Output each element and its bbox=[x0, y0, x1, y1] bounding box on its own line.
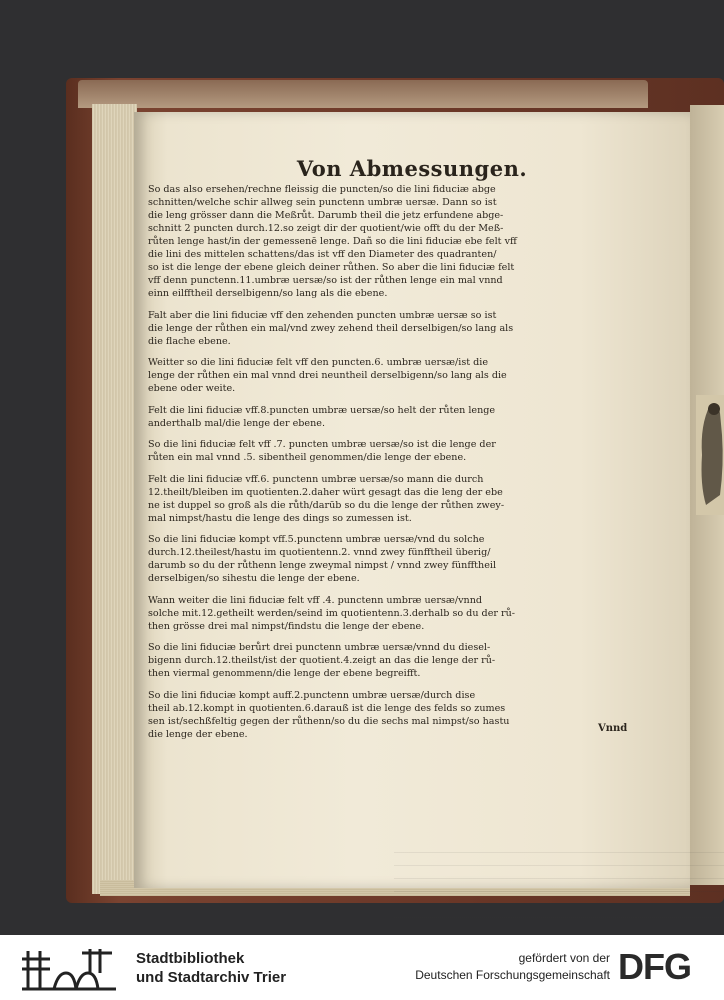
text-line: lenge der růthen ein mal vnnd drei neuntheil derselbigenn/so lang als die bbox=[148, 370, 507, 381]
text-line: schnitten/welche schir allweg sein punctenn umbræ uersæ. Dann so ist bbox=[148, 197, 497, 208]
paragraph bbox=[148, 309, 634, 348]
text-line: solche mit.12.getheilt werden/seind im quotientenn.3.derhalb so du der rů- bbox=[148, 607, 516, 619]
text-line: mal nimpst/hastu die lenge des dings so zumessen ist. bbox=[148, 512, 412, 524]
text-line: So die lini fiduciæ felt vff .7. puncten umbræ uersæ/so ist die lenge der bbox=[148, 439, 496, 450]
library-name-line2: und Stadtarchiv Trier bbox=[136, 969, 287, 986]
text-line: Falt aber die lini fiduciæ vff den zehenden puncten umbræ uersæ so ist bbox=[148, 309, 497, 321]
text-line: bigenn durch.12.theilst/ist der quotient.4.zeigt an das die lenge der rů- bbox=[148, 655, 496, 666]
funding-note bbox=[330, 950, 610, 984]
paragraph bbox=[148, 473, 634, 525]
text-line: Felt die lini fiduciæ vff.8.puncten umbræ uersæ/so helt der růten lenge bbox=[148, 404, 496, 416]
paragraph bbox=[148, 183, 634, 300]
text-line: So die lini fiduciæ kompt vff.5.punctenn umbræ uersæ/vnd du solche bbox=[148, 534, 485, 545]
text-line: durch.12.theilest/hastu im quotientenn.2. vnnd zwey fünfftheil überig/ bbox=[148, 547, 491, 558]
text-line: Weitter so die lini fiduciæ felt vff den puncten.6. umbræ uersæ/ist die bbox=[148, 357, 489, 368]
paragraph bbox=[148, 689, 634, 741]
library-name bbox=[136, 949, 286, 987]
paragraph bbox=[148, 641, 634, 680]
text-line: die leng grösser dann die Meßrůt. Darumb theil die jetz erfundene abge- bbox=[148, 210, 504, 221]
text-line: So die lini fiduciæ kompt auff.2.punctenn umbræ uersæ/durch dise bbox=[148, 689, 476, 701]
text-line: růten ein mal vnnd .5. sibentheil genommen/die lenge der ebene. bbox=[148, 452, 467, 463]
woodcut-figure-fragment bbox=[696, 395, 724, 515]
page-title: Von Abmessungen. bbox=[296, 156, 528, 181]
text-line: theil ab.12.kompt in quotienten.6.darauß ist die lenge des felds so zumes bbox=[148, 702, 506, 714]
paragraph bbox=[148, 356, 634, 395]
dfg-logo: DFG bbox=[618, 946, 691, 987]
library-name-line1: Stadtbibliothek bbox=[136, 950, 245, 967]
book-cover-top-edge bbox=[78, 80, 648, 108]
text-line: darumb so du der růthenn lenge zweymal nimpst / vnnd zwey fünfftheil bbox=[148, 560, 497, 571]
page-body bbox=[148, 183, 634, 749]
text-line: Felt die lini fiduciæ vff.6. punctenn umbræ uersæ/so mann die durch bbox=[148, 473, 484, 485]
text-line: sen ist/sechßfeltig gegen der růthenn/so du die sechs mal nimpst/so hastu bbox=[148, 715, 510, 727]
text-line: then viermal genommenn/die lenge der ebene begreifft. bbox=[148, 668, 421, 679]
text-line: so ist die lenge der ebene gleich deiner růthen. So aber die lini fiduciæ felt bbox=[148, 262, 515, 273]
page-block-edges bbox=[92, 104, 137, 894]
paragraph bbox=[148, 533, 634, 585]
text-line: 12.theilt/bleiben im quotienten.2.daher würt gesagt das die leng der ebe bbox=[148, 486, 503, 498]
funding-note-line2: Deutschen Forschungsgemeinschaft bbox=[415, 968, 610, 982]
text-line: So die lini fiduciæ berůrt drei punctenn umbræ uersæ/vnnd du diesel- bbox=[148, 642, 491, 653]
facing-page-edge bbox=[690, 105, 724, 885]
text-line: die lenge der ebene. bbox=[148, 728, 248, 740]
text-line: So das also ersehen/rechne fleissig die puncten/so die lini fiduciæ abge bbox=[148, 184, 496, 195]
paragraph bbox=[148, 438, 634, 464]
text-line: anderthalb mal/die lenge der ebene. bbox=[148, 417, 326, 429]
text-line: einn eilfftheil derselbigenn/so lang als die ebene. bbox=[148, 288, 388, 299]
text-line: schnitt 2 puncten durch.12.so zeigt dir der quotient/wie offt du der Meß- bbox=[148, 223, 504, 234]
text-line: vff denn punctenn.11.umbræ uersæ/so ist der růthen lenge ein mal vnnd bbox=[148, 275, 503, 286]
text-line: then grösse drei mal nimpst/findstu die lenge der ebene. bbox=[148, 620, 425, 632]
paragraph bbox=[148, 594, 634, 633]
text-line: Wann weiter die lini fiduciæ felt vff .4. punctenn umbræ uersæ/vnnd bbox=[148, 594, 483, 606]
catchword: Vnnd bbox=[598, 723, 628, 734]
funding-note-line1: gefördert von der bbox=[518, 951, 610, 965]
footer-bar bbox=[0, 935, 724, 1000]
text-line: die flache ebene. bbox=[148, 335, 231, 347]
text-line: die lini des mittelen schattens/das ist vff den Diameter des quadranten/ bbox=[148, 249, 497, 260]
text-line: die lenge der růthen ein mal/vnd zwey zehend theil derselbigen/so lang als bbox=[148, 322, 514, 334]
text-line: derselbigen/so sihestu die lenge der ebene. bbox=[148, 573, 360, 584]
stadtbibliothek-trier-logo bbox=[20, 943, 120, 993]
text-line: ne ist duppel so groß als die růth/darūb so du die lenge der růthen zwey- bbox=[148, 499, 505, 511]
paragraph bbox=[148, 404, 634, 430]
text-line: růten lenge hast/in der gemessenē lenge. Dañ so die lini fiduciæ ebe felt vff bbox=[148, 236, 517, 247]
text-line: ebene oder weite. bbox=[148, 383, 236, 394]
